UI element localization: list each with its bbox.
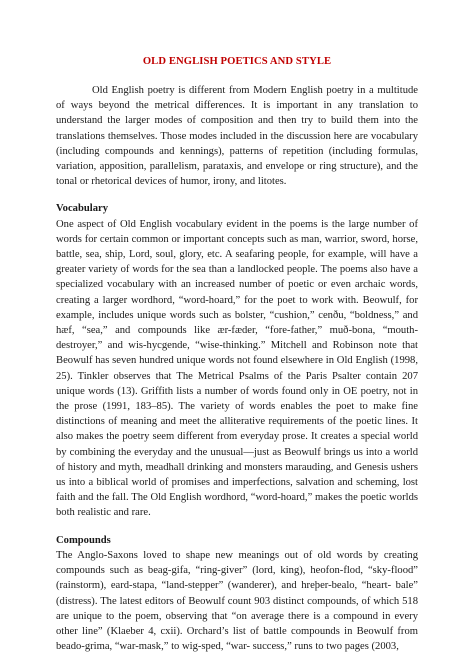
document-title: OLD ENGLISH POETICS AND STYLE (142, 56, 332, 67)
section-heading-compounds: Compounds (56, 534, 111, 546)
section-paragraph-vocabulary: One aspect of Old English vocabulary evident in the poems is the large number of words for certain common or important concepts such as man, warrior, sword, horse, battle, sea, ship, Lord, soul, glory, etc. A seafaring people, for example, will have a greater variety of words for the sea than a landlocked people. The poems also have a specialized vocabulary with an increased number of poetic or even archaic words, creating a larger wordhord, “word-hoard,” for the poet to work with. Beowulf, for example, includes unique words such as bolster, “cushion,” cenðu, “boldness,” and hæf, “sea,” and compounds like ær-fæder, “fore-father,” muð-bona, “mouth-destroyer,” and wis-hycgende, “wise-thinking.” Mitchell and Robinson note that Beowulf has seven hundred unique words not found elsewhere in Old English (1998, 25). Tinkler observes that The Metrical Psalms of the Paris Psalter contain 207 unique words (13). Griffith lists a number of words found only in OE poetry, not in the prose (1991, 183–85). The variety of words enables the poet to make fine distinctions of meaning and meet the alliterative requirements of the poetic lines. It also makes the poetry seem different from everyday prose. It creates a special world by combining the everyday and the unusual—just as Beowulf brings us into a world of history and myth, meadhall drinking and monsters marauding, and Genesis ushers us into a biblical world of promises and imperfections, salvation and scheming, lost faith and the fall. The Old English wordhord, “word-hoard,” makes the poetic worlds both realistic and rare. (56, 218, 418, 519)
section-heading-vocabulary: Vocabulary (56, 203, 108, 215)
section-paragraph-compounds: The Anglo-Saxons loved to shape new meanings out of old words by creating compounds such as beag-gifa, “ring-giver” (lord, king), heofon-flod, “sky-flood” (rainstorm), eard-stapa, “land-stepper” (wanderer), and hreþer-bealo, “heart- bale” (distress). The latest editors of Beowulf count 903 distinct compounds, of which 518 are unique to the poem, observing that “on average there is a compound in every other line” (Klaeber 4, cxii). Orchard’s list of battle compounds in Beowulf from beado-grima, “war-mask,” to wig-sped, “war- success,” runs to two pages (2003, (56, 549, 418, 653)
document-page (56, 56, 418, 654)
intro-paragraph: Old English poetry is different from Modern English poetry in a multitude of ways beyond the metrical differences. It is important in any translation to understand the larger modes of composition and then try to build them into the translations themselves. Those modes included in the discussion here are vocabulary (including compounds and kennings), patterns of repetition (including formulas, variation, apposition, parallelism, parataxis, and envelope or ring structure), and the tonal or rhetorical devices of humor, irony, and litotes. (56, 85, 418, 188)
